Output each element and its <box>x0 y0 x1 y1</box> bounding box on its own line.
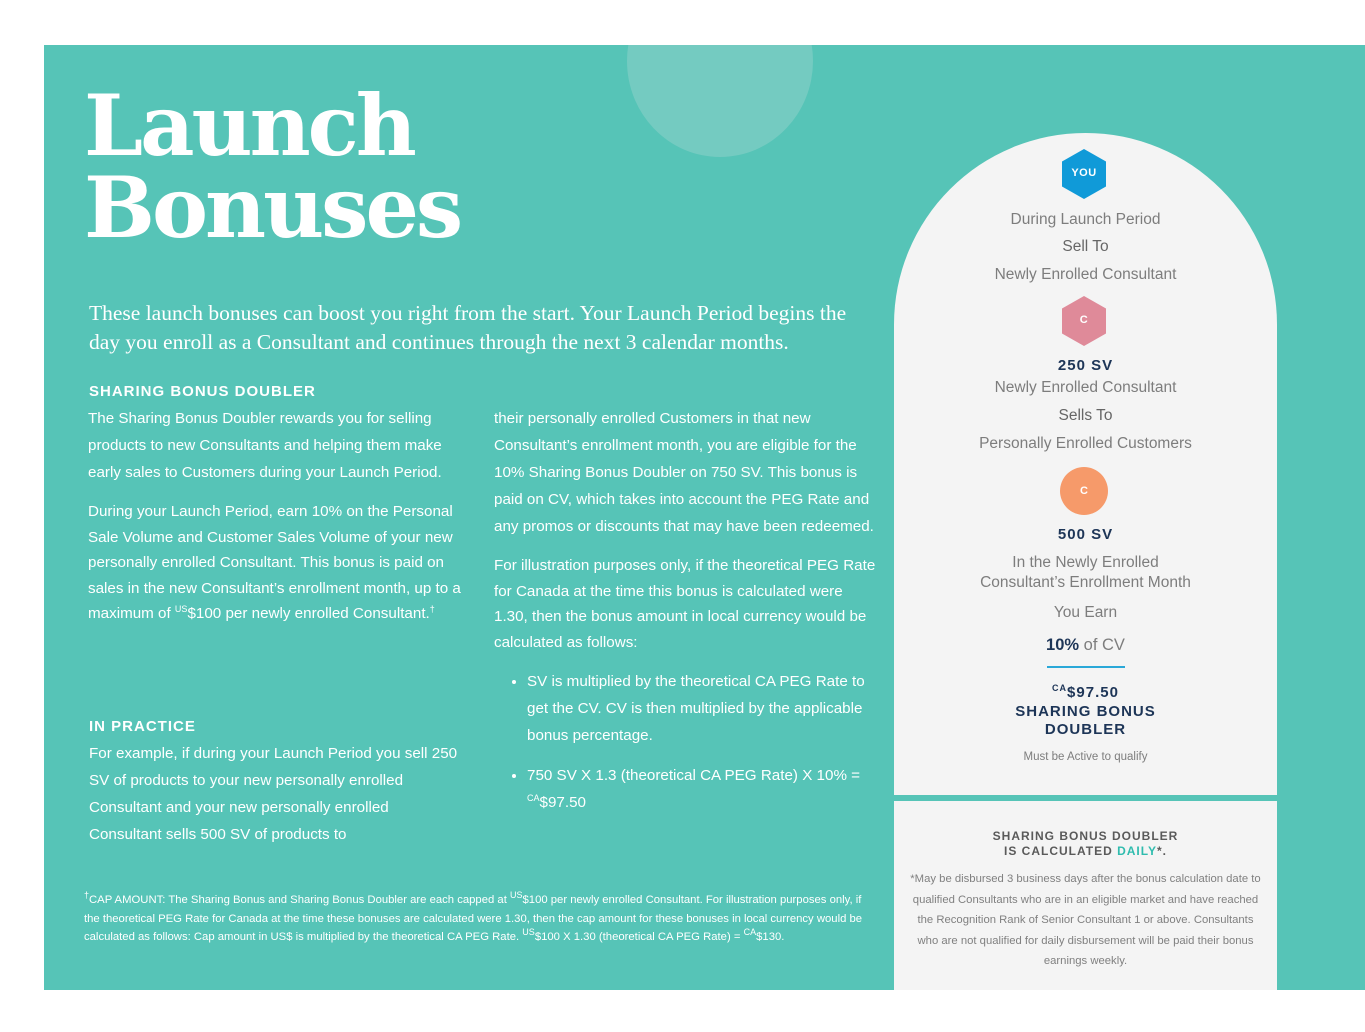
footnote-t3: $100 X 1.30 (theoretical CA PEG Rate) = <box>534 931 744 943</box>
sharing-bonus-p1: The Sharing Bonus Doubler rewards you for selling products to new Consultants and helping them make early sales to Customers during your Launch Period. <box>88 410 442 481</box>
step3-line2: Consultant’s Enrollment Month <box>980 574 1191 591</box>
dagger-mark: † <box>84 890 90 901</box>
footnote-t4: $130. <box>756 931 785 943</box>
earn-percent-line <box>894 635 1277 655</box>
you-label: YOU <box>1071 167 1097 179</box>
calc-heading <box>894 829 1277 859</box>
page-title <box>84 76 461 257</box>
earn-percent-rest: of CV <box>1079 636 1125 654</box>
active-note: Must be Active to qualify <box>1023 751 1148 763</box>
calculation-list <box>494 668 876 816</box>
step1-line2: Sell To <box>1062 238 1109 255</box>
you-hexagon-icon <box>1060 148 1108 200</box>
sharing-bonus-p2-end: per newly enrolled Consultant. <box>221 605 430 622</box>
in-practice-p1: For example, if during your Launch Period you sell 250 SV of products to your new personally enrolled Consultant and your new personally enrolled Consultant sells 500 SV of products to <box>89 745 458 843</box>
decorative-circle <box>627 45 813 157</box>
earn-percent: 10% <box>1046 636 1080 654</box>
result-label-1: SHARING BONUS <box>1015 703 1156 720</box>
bullet2-text: 750 SV X 1.3 (theoretical CA PEG Rate) X 10% = <box>527 767 861 784</box>
sv-amount-1: 250 SV <box>1057 357 1114 374</box>
right-p1: their personally enrolled Customers in that new Consultant’s enrollment month, you are eligible for the 10% Sharing Bonus Doubler on 750 SV. This bonus is paid on CV, which takes into account the PEG Rate and any promos or discounts that may have been redeemed. <box>494 410 874 535</box>
daily-highlight: DAILY <box>1117 844 1157 858</box>
dagger-mark: † <box>429 603 435 614</box>
customer-circle-icon: C <box>1060 467 1108 515</box>
step2-line2: Sells To <box>1058 407 1113 424</box>
sharing-bonus-p2 <box>88 499 468 627</box>
step3-line1: In the Newly Enrolled <box>1012 554 1159 571</box>
currency-sup: CA <box>527 792 540 803</box>
currency-sup: CA <box>1052 683 1068 693</box>
result-label-2: DOUBLER <box>1044 721 1127 738</box>
sharing-bonus-doubler-heading: SHARING BONUS DOUBLER <box>89 383 316 400</box>
right-p2: For illustration purposes only, if the theoretical PEG Rate for Canada at the time this bonus is calculated were 1.30, then the bonus amount in local currency would be calculated as follows: <box>494 557 876 651</box>
currency-sup: US <box>509 890 523 901</box>
step1-line3: Newly Enrolled Consultant <box>994 266 1177 283</box>
launch-bonuses-panel <box>44 45 1365 990</box>
calc-heading-line1: SHARING BONUS DOUBLER <box>992 829 1179 843</box>
intro-text: These launch bonuses can boost you right from the start. Your Launch Period begins the day you enroll as a Consultant and continues through the next 3 calendar months. <box>89 301 847 354</box>
footnote-t2: $100 per newly enrolled Consultant. For illustration purposes only, if the theoretical PEG Rate for Canada at the time these bonuses are calculated were 1.30, then the cap amount for these bonuses in local currency would be calculated as follows: Cap amount in US$ is multiplied by the theoretical CA PEG Rate. <box>84 894 863 943</box>
you-earn: You Earn <box>1053 604 1118 621</box>
step2-line1: Newly Enrolled Consultant <box>994 379 1177 396</box>
sharing-bonus-p2-text: During your Launch Period, earn 10% on the Personal Sale Volume and Customer Sales Volume of your new personally enrolled Consultant. This bonus is paid on sales in the new Consultant’s enrollment month, up to a maximum of <box>88 503 461 622</box>
list-item <box>527 762 876 816</box>
step2-line3: Personally Enrolled Customers <box>979 435 1192 452</box>
title-line-2: Bonuses <box>84 158 461 257</box>
list-item: • SV is multiplied by the theoretical CA PEG Rate to get the CV. CV is then multiplied by the applicable bonus percentage. <box>527 668 876 749</box>
cap-amount-footnote <box>84 891 864 947</box>
max-amount: $100 <box>187 605 222 622</box>
bullet2-amount: $97.50 <box>539 794 586 811</box>
calc-heading-pre: IS CALCULATED <box>1003 844 1118 858</box>
result-value: $97.50 <box>1067 684 1119 701</box>
bonus-diagram <box>894 133 1277 795</box>
footnote-t1: CAP AMOUNT: The Sharing Bonus and Sharing Bonus Doubler are each capped at <box>89 894 510 906</box>
calc-heading-post: *. <box>1157 844 1168 858</box>
title-line-1: Launch <box>84 76 414 175</box>
right-column <box>494 405 876 829</box>
currency-sup: CA <box>743 927 757 938</box>
result-amount <box>894 684 1277 701</box>
consultant-label: C <box>1079 314 1089 326</box>
divider <box>1047 666 1125 668</box>
step1-line1: During Launch Period <box>1010 211 1161 228</box>
currency-sup: US <box>174 603 188 614</box>
in-practice-column <box>89 740 459 861</box>
currency-sup: US <box>522 927 535 938</box>
left-column <box>88 405 468 640</box>
disbursement-note: *May be disbursed 3 business days after the bonus calculation date to qualified Consultants who are in an eligible market and have reached the Recognition Rank of Senior Consultant 1 or above. Consultants who are not qualified for daily disbursement will be paid their bonus earnings weekly. <box>910 873 1261 967</box>
sv-amount-2: 500 SV <box>1057 526 1114 543</box>
in-practice-heading: IN PRACTICE <box>89 718 196 735</box>
consultant-hexagon-icon <box>1060 295 1108 347</box>
calculation-note-box <box>894 801 1277 990</box>
